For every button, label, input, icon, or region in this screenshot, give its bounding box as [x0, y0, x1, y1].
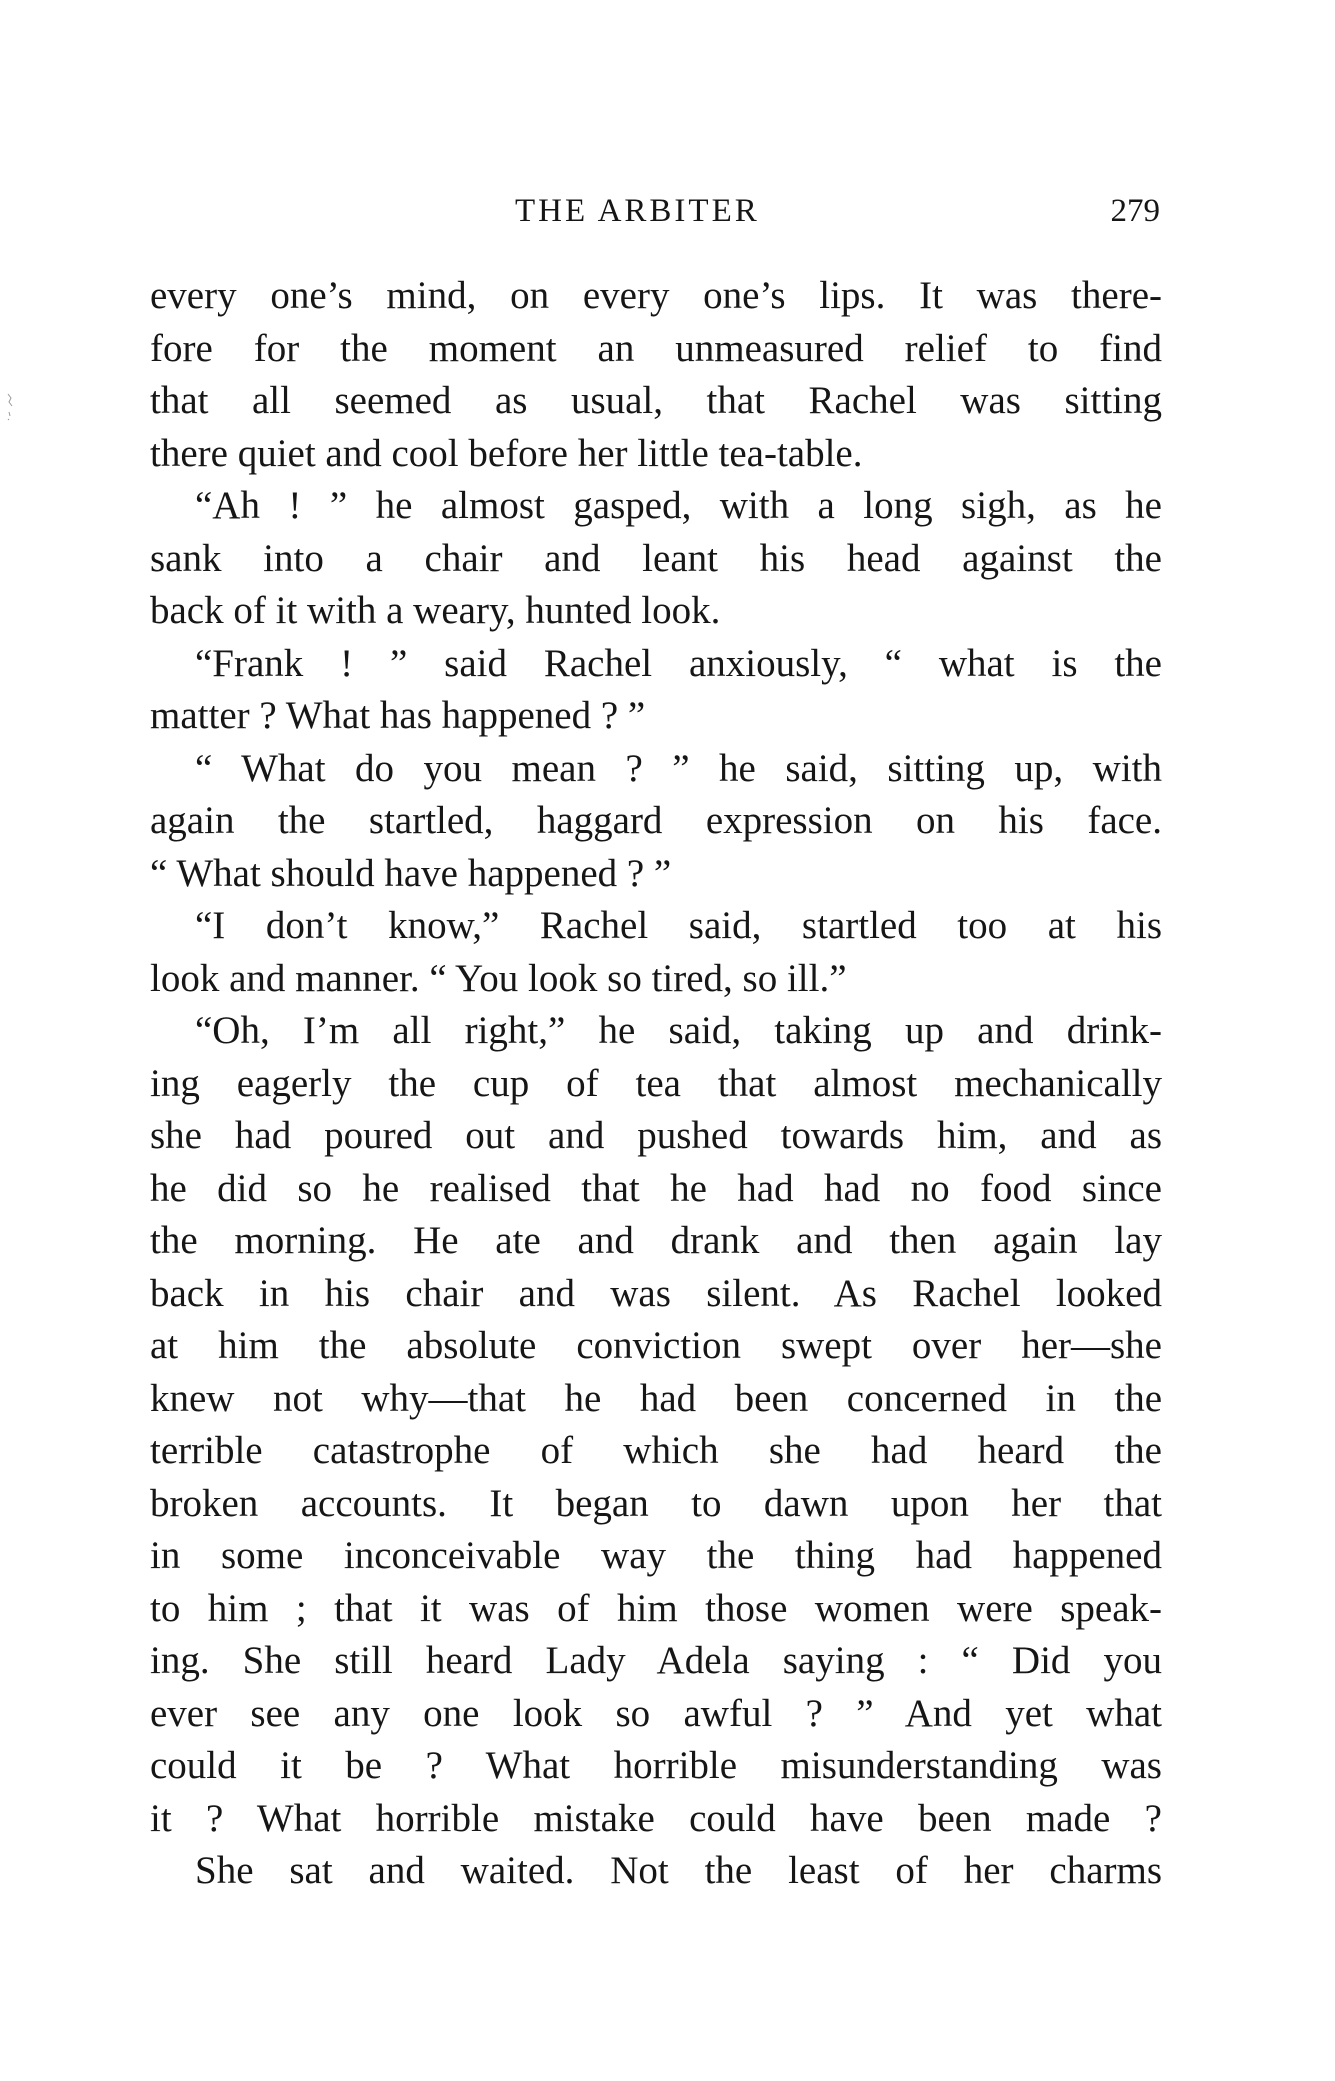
text-line: ever see any one look so awful ? ” And yet what — [150, 1691, 1162, 1735]
text-line: every one’s mind, on every one’s lips. It was there- — [150, 274, 1162, 317]
text-line: “ What should have happened ? ” — [150, 851, 672, 895]
text-line: ing. She still heard Lady Adela saying : “ Did you — [150, 1639, 1162, 1682]
text-line: “ What do you mean ? ” he said, sitting up, with — [195, 746, 1162, 790]
text-line: the morning. He ate and drank and then again lay — [150, 1219, 1162, 1262]
running-title: THE ARBITER — [515, 193, 760, 229]
text-line: that all seemed as usual, that Rachel was sitting — [150, 379, 1162, 422]
text-line: she had poured out and pushed towards him, and as — [150, 1114, 1162, 1157]
text-line: terrible catastrophe of which she had heard the — [150, 1429, 1162, 1472]
text-line: back in his chair and was silent. As Rachel looked — [150, 1271, 1162, 1315]
text-line: again the startled, haggard expression on his face. — [150, 799, 1162, 842]
text-line: in some inconceivable way the thing had happened — [150, 1534, 1162, 1577]
text-line: She sat and waited. Not the least of her charms — [195, 1849, 1162, 1892]
text-line: ing eagerly the cup of tea that almost mechanically — [150, 1061, 1162, 1105]
text-line: at him the absolute conviction swept over her—she — [150, 1324, 1162, 1367]
text-line: look and manner. “ You look so tired, so ill.” — [150, 956, 847, 1000]
body-text — [150, 270, 1162, 1898]
margin-speck-mark — [6, 392, 14, 422]
page-number: 279 — [1110, 193, 1160, 229]
text-line: “Frank ! ” said Rachel anxiously, “ what is the — [195, 641, 1162, 685]
text-line: sank into a chair and leant his head against the — [150, 536, 1162, 580]
running-head — [150, 186, 1160, 236]
text-line: could it be ? What horrible misunderstanding was — [150, 1744, 1162, 1787]
text-line: he did so he realised that he had had no food since — [150, 1166, 1162, 1210]
text-line: back of it with a weary, hunted look. — [150, 589, 721, 632]
text-line: “I don’t know,” Rachel said, startled too at his — [195, 904, 1162, 947]
text-line: broken accounts. It began to dawn upon her that — [150, 1481, 1162, 1525]
text-line: “Oh, I’m all right,” he said, taking up and drink- — [195, 1009, 1162, 1052]
text-line: matter ? What has happened ? ” — [150, 694, 646, 737]
text-line: to him ; that it was of him those women were speak- — [150, 1586, 1162, 1630]
text-line: it ? What horrible mistake could have been made ? — [150, 1796, 1162, 1840]
text-line: fore for the moment an unmeasured relief to find — [150, 326, 1162, 370]
text-line: there quiet and cool before her little tea-table. — [150, 431, 863, 475]
text-line: “Ah ! ” he almost gasped, with a long sigh, as he — [195, 484, 1162, 527]
text-line: knew not why—that he had been concerned in the — [150, 1376, 1162, 1420]
